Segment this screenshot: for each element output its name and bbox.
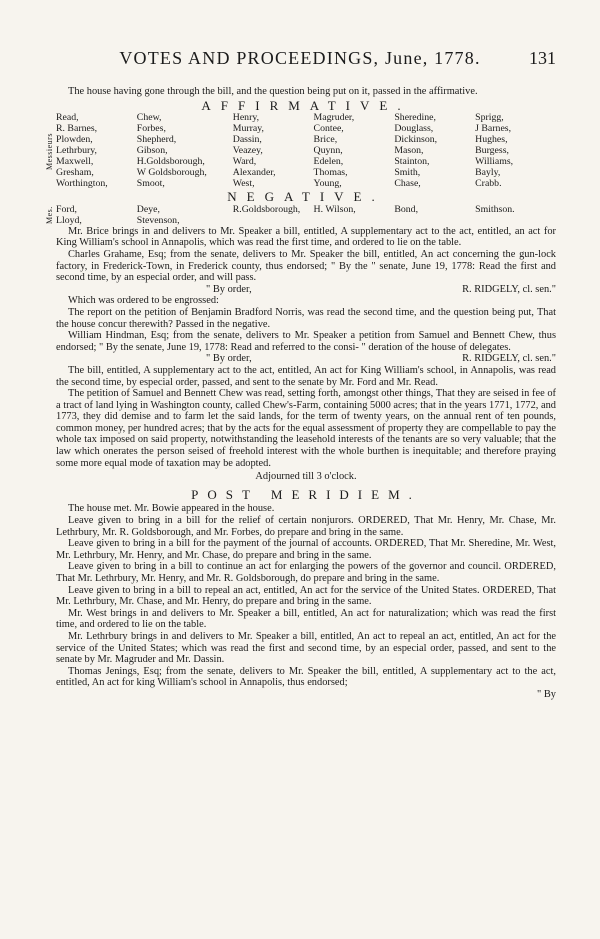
affirmative-name: Williams,: [475, 156, 514, 168]
negative-name: R.Goldsborough,: [232, 203, 301, 215]
affirmative-name: Gibson,: [136, 145, 168, 157]
page-number: 131: [529, 48, 556, 68]
affirmative-name: Lethrbury,: [56, 145, 97, 157]
affirmative-name: Dassin,: [232, 134, 262, 146]
negative-heading: NEGATIVE.: [227, 189, 385, 205]
affirmative-row: [56, 156, 556, 167]
negative-name: Lloyd,: [56, 214, 82, 226]
affirmative-name: Dickinson,: [394, 134, 438, 146]
paragraph-norris-report: The report on the petition of Benjamin Bradford Norris, was read the second time, and the question being put, That the house concur therewith? Passed in the negative.: [56, 306, 556, 330]
negative-name: H. Wilson,: [313, 203, 356, 215]
affirmative-name: Alexander,: [232, 167, 276, 179]
negative-table: [56, 204, 556, 226]
negative-name: [475, 215, 556, 226]
intro-text: The house having gone through the bill, and the question being put on it, passed in the affirmative.: [68, 86, 478, 97]
affirmative-name: Sprigg,: [475, 112, 504, 124]
affirmative-name: Shepherd,: [136, 134, 177, 146]
affirmative-name: Douglass,: [394, 123, 434, 135]
pm-paragraph-2: Leave given to bring in a bill for the relief of certain nonjurors. ORDERED, That Mr. Henry, Mr. Chase, Mr. Lethrbury, Mr. R. Goldsborough, and Mr. Forbes, do prepare and bring in the same.: [56, 515, 556, 538]
negative-name: Stevenson,: [136, 214, 180, 226]
signature-line-1: [56, 284, 556, 296]
affirmative-heading: AFFIRMATIVE.: [201, 97, 411, 113]
affirmative-name: Plowden,: [56, 134, 93, 146]
signature-clerk-1: R. RIDGELY, cl. sen.": [462, 283, 556, 295]
affirmative-row: [56, 134, 556, 145]
running-title: VOTES AND PROCEEDINGS, June, 1778.: [119, 48, 481, 68]
affirmative-name: Worthington,: [56, 178, 108, 190]
affirmative-name: Ward,: [232, 156, 257, 168]
affirmative-name: W Goldsborough,: [136, 167, 207, 179]
affirmative-name: H.Goldsborough,: [136, 156, 205, 168]
affirmative-name: R. Barnes,: [56, 123, 98, 135]
pm-paragraph-6: Mr. West brings in and delivers to Mr. Speaker a bill, entitled, An act for naturalization; which was read the first time, and ordered to lie on the table.: [56, 607, 556, 631]
affirmative-name: Contee,: [313, 123, 344, 135]
affirmative-name: Chew,: [136, 112, 162, 124]
catchword: " By: [537, 688, 556, 700]
affirmative-name: Read,: [56, 112, 79, 124]
post-meridiem-heading: POST MERIDIEM.: [191, 486, 421, 502]
affirmative-name: Chase,: [394, 178, 421, 190]
negative-row: [56, 215, 556, 226]
paragraph-brice-bill: Mr. Brice brings in and delivers to Mr. Speaker a bill, entitled, A supplementary act to the act, entitled, an act for King William's school in Annapolis, which was read the first time, and ordered to lie on the table.: [56, 225, 556, 249]
affirmative-name: Sheredine,: [394, 112, 436, 124]
paragraph-chew-petition: The petition of Samuel and Bennett Chew was read, setting forth, amongst other things, That they are seised in fee of a tract of land lying in Washington county, called Chew's-Farm, containing 5000 acres; that in the years 1771, 1772, and 1773, they did demise and to farm let the said lands, for the term of twenty years, on the annual rent of ten pounds, common money, per hundred acres; that by the acts for the equal assessment of property they are compellable to pay the whole tax imposed on said property, notwithstanding the leasehold interests of the tenants are so very valuable; that the law which onerates the person seised of freehold interest with the whole burthen is inequitable; and therefore praying some more equal mode of taxation may be adopted.: [56, 388, 556, 469]
affirmative-name: Murray,: [232, 123, 264, 135]
signature-clerk-2: R. RIDGELY, cl. sen.": [462, 353, 556, 365]
negative-row: [56, 204, 556, 215]
negative-name: Deye,: [136, 203, 160, 215]
signature-by-order-2: " By order,: [206, 353, 252, 365]
affirmative-row: [56, 178, 556, 189]
pm-paragraph-5: Leave given to bring in a bill to repeal an act, entitled, An act for the service of the United States. ORDERED, That Mr. Lethrbury, Mr. Chase, and Mr. Henry, do prepare and bring in the same.: [56, 584, 556, 608]
affirmative-name: Gresham,: [56, 167, 94, 179]
signature-by-order-1: " By order,: [206, 283, 252, 295]
affirmative-name: Thomas,: [313, 167, 348, 179]
paragraph-supplementary-bill: The bill, entitled, A supplementary act to the act, entitled, An act for King William's school, in Annapolis, was read the second time, by especial order, passed, and sent to the senate by Mr. Ford and Mr. Read.: [56, 364, 556, 388]
affirmative-name: Forbes,: [136, 123, 166, 135]
negative-name: Ford,: [56, 203, 77, 215]
affirmative-name: Hughes,: [475, 134, 508, 146]
negative-name: Bond,: [394, 203, 419, 215]
negative-name: [233, 215, 314, 226]
affirmative-table: [56, 112, 556, 189]
affirmative-row: [56, 123, 556, 134]
affirmative-name: Henry,: [232, 112, 260, 124]
paragraph-gun-lock: Charles Grahame, Esq; from the senate, delivers to Mr. Speaker the bill, entitled, An act concerning the gun-lock factory, in Frederick-Town, in Frederick county, thus endorsed; " By the " senate, June 19, 1778: Read the first and second time, by an especial order, and will pass.: [56, 248, 556, 284]
negative-side-label: Mes.: [45, 206, 54, 224]
affirmative-name: Maxwell,: [56, 156, 94, 168]
affirmative-name: Smith,: [394, 167, 421, 179]
paragraph-engrossed: Which was ordered to be engrossed:: [68, 295, 219, 307]
affirmative-list: [45, 112, 556, 190]
signature-line-2: [56, 353, 556, 365]
affirmative-row: [56, 167, 556, 178]
affirmative-name: Mason,: [394, 145, 424, 157]
negative-name: [394, 215, 475, 226]
affirmative-name: Magruder,: [313, 112, 355, 124]
paragraph-chew-petition-endorse: William Hindman, Esq; from the senate, delivers to Mr. Speaker a petition from Samuel and Bennett Chew, thus endorsed; " By the senate, June 19, 1778: Read and referred to the consi- " deration of the house of delegates.: [56, 330, 556, 353]
negative-name: Smithson.: [475, 203, 515, 215]
affirmative-name: Crabb.: [475, 178, 502, 190]
pm-paragraph-8: Thomas Jenings, Esq; from the senate, delivers to Mr. Speaker the bill, entitled, A supplementary act to the act, entitled, An act for king William's school in Annapolis, thus endorsed;: [56, 665, 556, 689]
pm-paragraph-7: Mr. Lethrbury brings in and delivers to Mr. Speaker a bill, entitled, An act to repeal an act, entitled, An act for the service of the United States; which was read the first and second time, by an especial order, passed, and sent to the senate by Mr. Magruder and Mr. Dassin.: [56, 630, 556, 666]
negative-name: [314, 215, 395, 226]
affirmative-name: Bayly,: [475, 167, 501, 179]
negative-list: [45, 203, 556, 226]
affirmative-name: J Barnes,: [475, 123, 512, 135]
affirmative-name: Stainton,: [394, 156, 430, 168]
affirmative-name: Burgess,: [475, 145, 509, 157]
pm-paragraph-4: Leave given to bring in a bill to continue an act for enlarging the powers of the governor and council. ORDERED, That Mr. Lethrbury, Mr. Henry, and Mr. R. Goldsborough, do prepare and bring in the same.: [56, 561, 556, 584]
affirmative-row: [56, 145, 556, 156]
affirmative-name: West,: [232, 178, 255, 190]
pm-paragraph-1: The house met. Mr. Bowie appeared in the house.: [68, 503, 275, 515]
affirmative-name: Brice,: [313, 134, 338, 146]
affirmative-name: Young,: [313, 178, 342, 190]
affirmative-name: Quynn,: [313, 145, 343, 157]
affirmative-name: Smoot,: [136, 178, 165, 190]
body-top: [45, 86, 556, 701]
affirmative-row: [56, 112, 556, 123]
pm-paragraph-3: Leave given to bring in a bill for the payment of the journal of accounts. ORDERED, That Mr. Sheredine, Mr. West, Mr. Lethrbury, Mr. Henry, and Mr. Chase, do prepare and bring in the same.: [56, 538, 556, 561]
adjourned-line: Adjourned till 3 o'clock.: [255, 471, 357, 483]
affirmative-name: Veazey,: [232, 145, 263, 157]
affirmative-name: Edelen,: [313, 156, 344, 168]
affirmative-side-label: Messieurs: [45, 133, 54, 171]
